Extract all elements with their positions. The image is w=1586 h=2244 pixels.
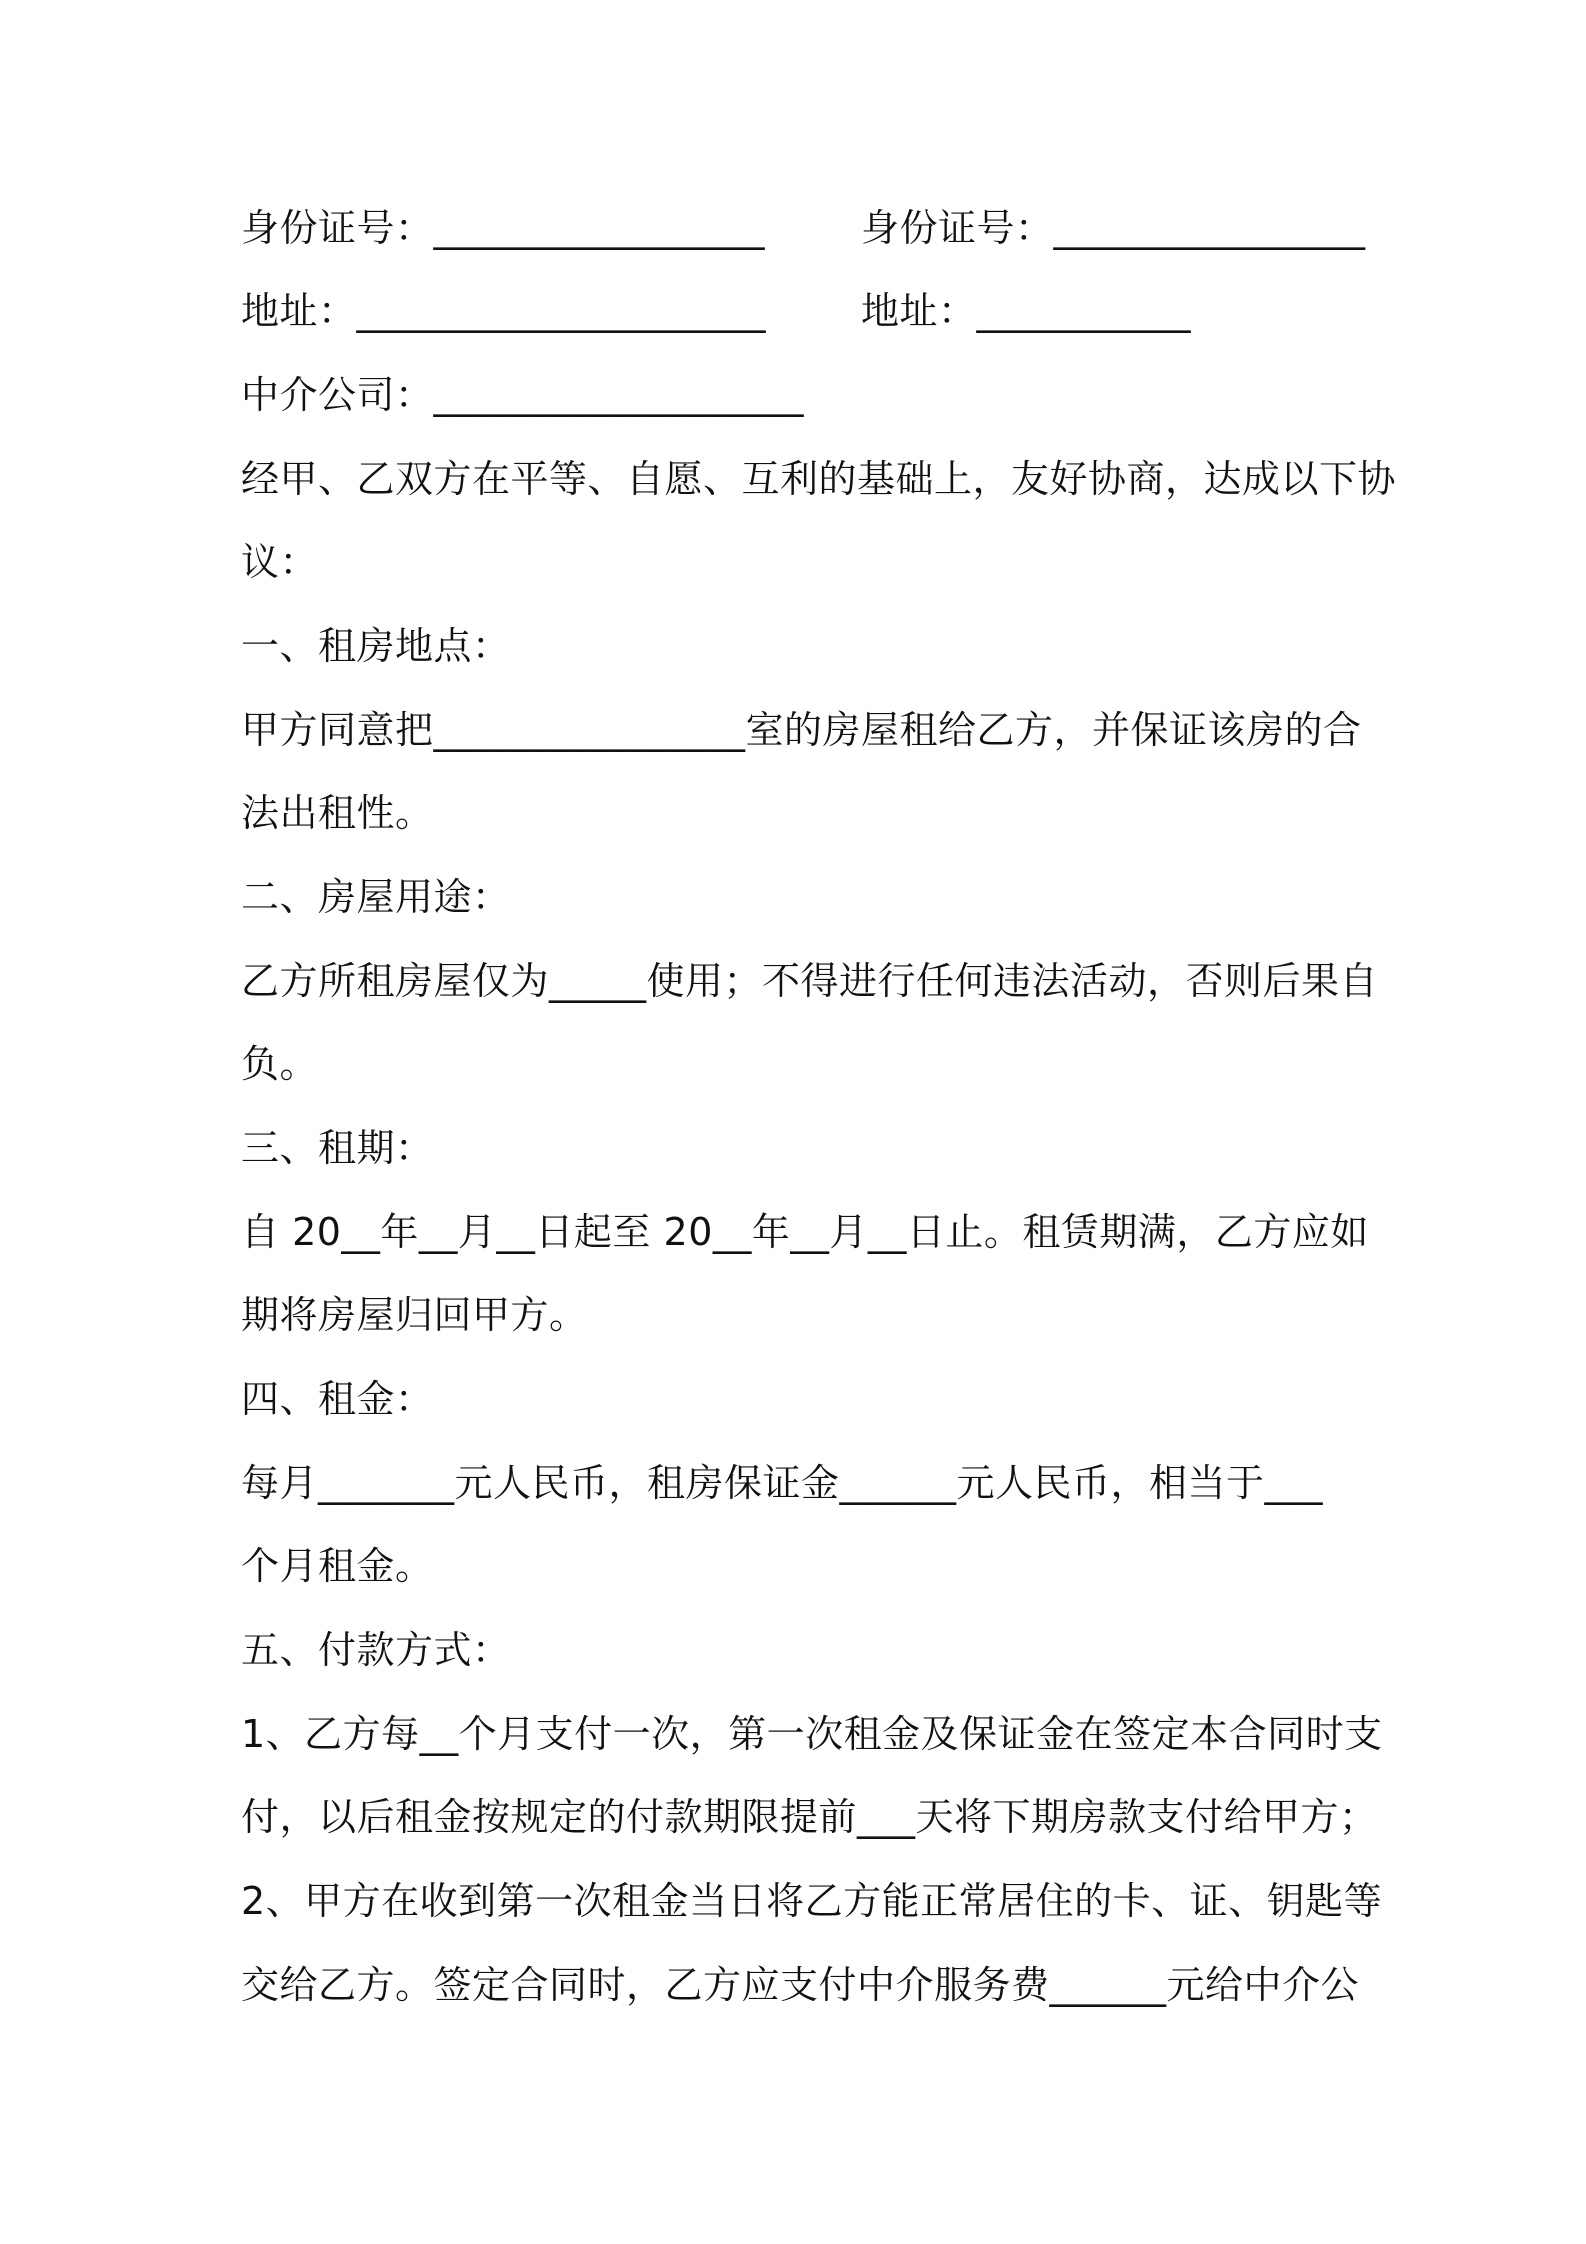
section-2-heading: 二、房屋用途： (241, 875, 511, 919)
section-5-item-2-line-1: 2、甲方在收到第一次租金当日将乙方能正常居住的卡、证、钥匙等 (241, 1879, 1383, 1923)
address-row (241, 281, 1361, 341)
section-4-line-2: 个月租金。 (241, 1544, 434, 1588)
section-3-line-2: 期将房屋归回甲方。 (241, 1293, 588, 1337)
section-5-item-1-line-1: 1、乙方每__个月支付一次，第一次租金及保证金在签定本合同时支 (241, 1712, 1383, 1756)
party-b-address-field: 地址：___________ (861, 289, 1192, 333)
section-5-heading: 五、付款方式： (241, 1628, 511, 1672)
party-a-id-field: 身份证号：_________________ (241, 206, 766, 250)
section-1-line-1: 甲方同意把________________室的房屋租给乙方，并保证该房的合 (241, 708, 1362, 752)
intro-line-1: 经甲、乙双方在平等、自愿、互利的基础上，友好协商，达成以下协 (241, 457, 1397, 501)
party-b-id-field: 身份证号：________________ (861, 206, 1366, 250)
section-3-line-1: 自 20__年__月__日起至 20__年__月__日止。租赁期满，乙方应如 (241, 1210, 1369, 1254)
section-5-item-1-line-2: 付，以后租金按规定的付款期限提前___天将下期房款支付给甲方； (241, 1795, 1378, 1839)
section-5-item-2-line-2: 交给乙方。签定合同时，乙方应支付中介服务费______元给中介公 (241, 1963, 1360, 2007)
section-3-heading: 三、租期： (241, 1126, 434, 1170)
section-2-line-1: 乙方所租房屋仅为_____使用；不得进行任何违法活动，否则后果自 (241, 959, 1379, 1003)
section-4-heading: 四、租金： (241, 1377, 434, 1421)
section-2-line-2: 负。 (241, 1042, 319, 1086)
section-1-line-2: 法出租性。 (241, 791, 434, 835)
agency-field: 中介公司：___________________ (241, 373, 805, 417)
party-a-address-field: 地址：_____________________ (241, 289, 767, 333)
intro-line-2: 议： (241, 540, 319, 584)
section-4-line-1: 每月_______元人民币，租房保证金______元人民币，相当于___ (241, 1461, 1324, 1505)
id-number-row (241, 198, 1366, 258)
section-1-heading: 一、租房地点： (241, 624, 511, 668)
